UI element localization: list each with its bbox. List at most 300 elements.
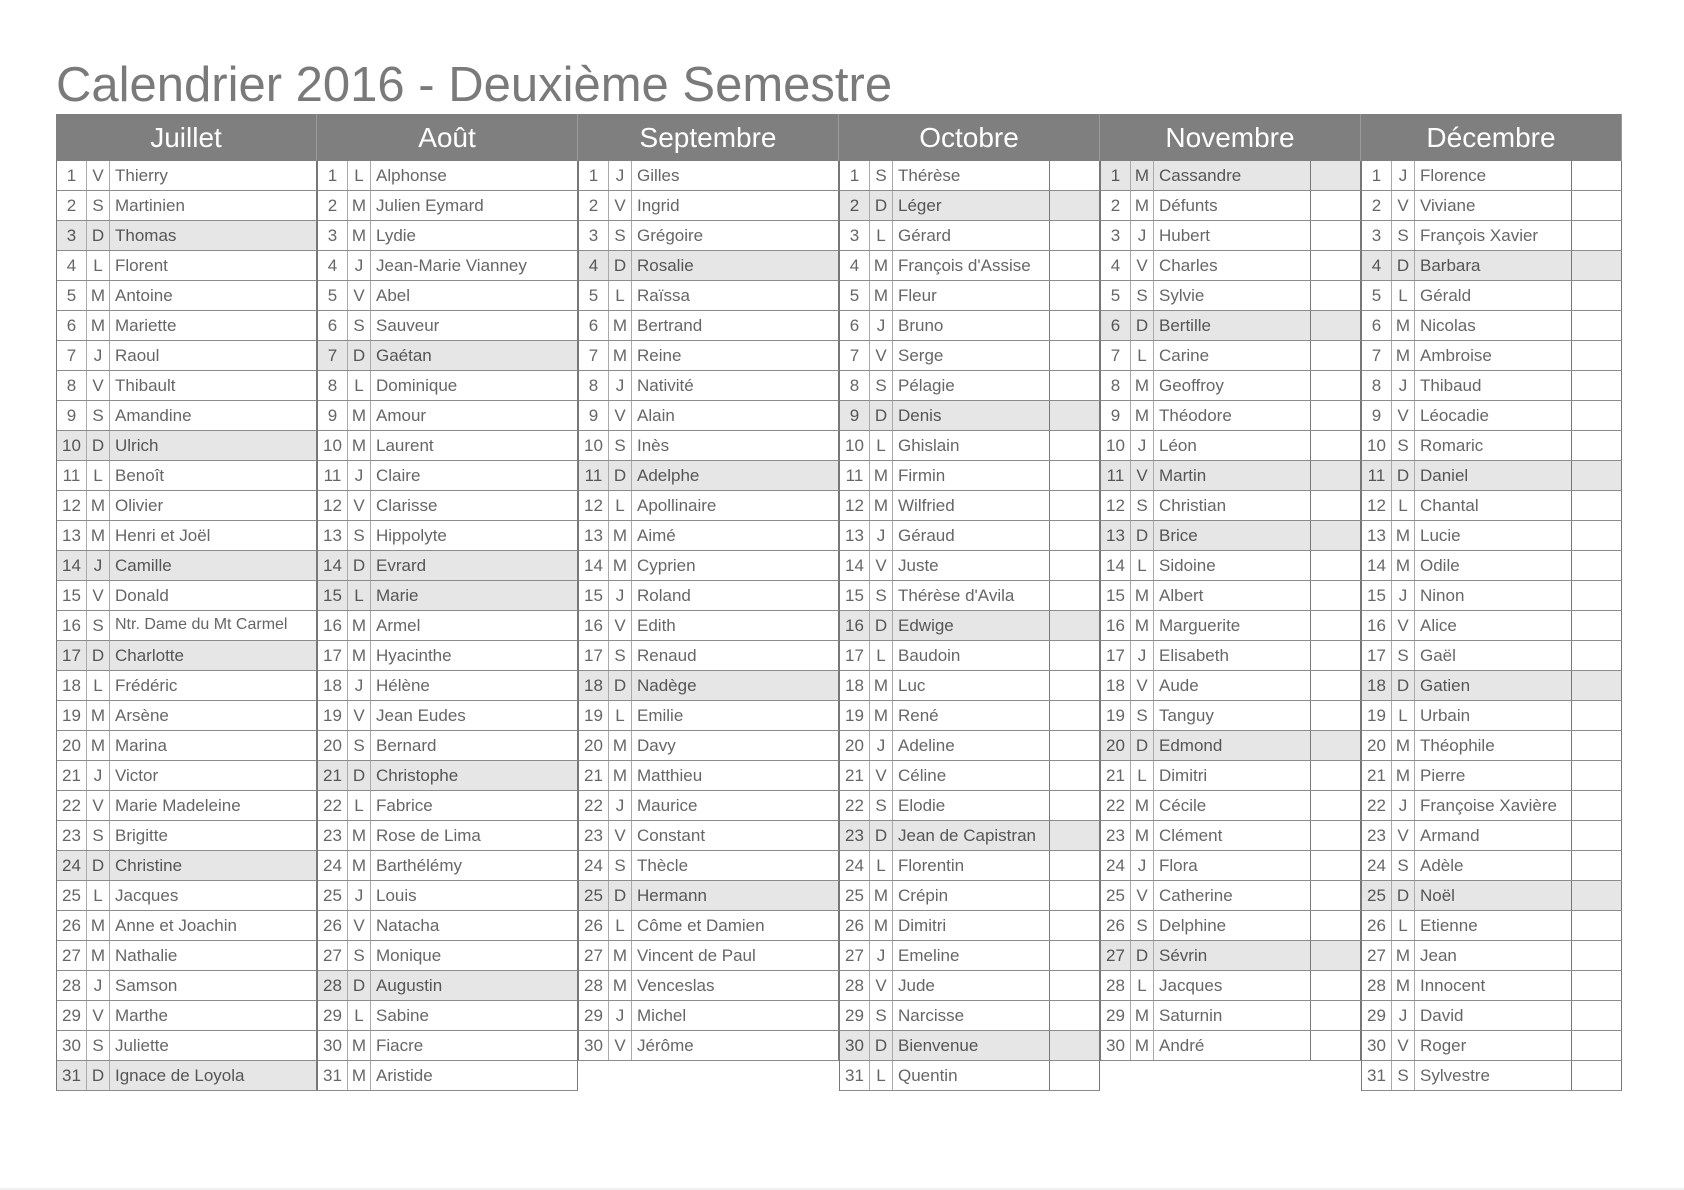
saint-name: Aude — [1154, 671, 1311, 700]
weekday-letter: V — [870, 341, 893, 370]
day-number: 21 — [840, 761, 870, 790]
saint-name: Nativité — [632, 371, 839, 400]
weekday-letter: M — [609, 731, 632, 760]
saint-name: Arsène — [110, 701, 317, 730]
saint-name: Urbain — [1415, 701, 1572, 730]
saint-name: Raïssa — [632, 281, 839, 310]
weekday-letter: L — [609, 701, 632, 730]
month-column — [1361, 114, 1622, 1091]
day-number: 22 — [318, 791, 348, 820]
day-number: 31 — [57, 1061, 87, 1090]
note-cell — [1572, 221, 1622, 250]
weekday-letter: J — [609, 371, 632, 400]
day-number: 6 — [318, 311, 348, 340]
day-number: 14 — [1101, 551, 1131, 580]
day-row — [1101, 461, 1361, 491]
day-row — [840, 581, 1100, 611]
saint-name: Vincent de Paul — [632, 941, 839, 970]
weekday-letter: D — [870, 611, 893, 640]
day-row — [1101, 221, 1361, 251]
saint-name: Bertille — [1154, 311, 1311, 340]
day-number: 13 — [318, 521, 348, 550]
day-number: 19 — [1101, 701, 1131, 730]
saint-name: Léocadie — [1415, 401, 1572, 430]
note-cell — [1311, 371, 1361, 400]
day-row — [1362, 191, 1622, 221]
saint-name: Geoffroy — [1154, 371, 1311, 400]
day-row — [318, 671, 578, 701]
day-number: 9 — [1362, 401, 1392, 430]
weekday-letter: S — [870, 581, 893, 610]
saint-name: Léger — [893, 191, 1050, 220]
saint-name: Jean — [1415, 941, 1572, 970]
weekday-letter: D — [348, 551, 371, 580]
note-cell — [1311, 191, 1361, 220]
day-row — [579, 371, 839, 401]
note-cell — [1311, 761, 1361, 790]
saint-name: Crépin — [893, 881, 1050, 910]
weekday-letter: V — [87, 161, 110, 190]
day-row — [1362, 551, 1622, 581]
weekday-letter: M — [87, 911, 110, 940]
weekday-letter: M — [87, 521, 110, 550]
saint-name: Alice — [1415, 611, 1572, 640]
weekday-letter: J — [87, 971, 110, 1000]
saint-name: Camille — [110, 551, 317, 580]
note-cell — [1572, 431, 1622, 460]
saint-name: Cassandre — [1154, 161, 1311, 190]
day-row — [840, 851, 1100, 881]
day-row — [1362, 821, 1622, 851]
saint-name: Maurice — [632, 791, 839, 820]
day-row — [57, 971, 317, 1001]
day-row — [579, 971, 839, 1001]
day-number: 11 — [840, 461, 870, 490]
day-row — [840, 161, 1100, 191]
weekday-letter: M — [870, 251, 893, 280]
note-cell — [1572, 161, 1622, 190]
day-number: 17 — [318, 641, 348, 670]
month-header: Septembre — [578, 114, 839, 161]
day-number: 12 — [1362, 491, 1392, 520]
day-number: 3 — [579, 221, 609, 250]
weekday-letter: L — [1131, 761, 1154, 790]
day-row — [579, 911, 839, 941]
day-row — [1101, 641, 1361, 671]
day-number: 7 — [1101, 341, 1131, 370]
day-number: 8 — [1362, 371, 1392, 400]
saint-name: Fabrice — [371, 791, 578, 820]
weekday-letter: D — [1131, 521, 1154, 550]
note-cell — [1311, 491, 1361, 520]
note-cell — [1572, 551, 1622, 580]
weekday-letter: M — [348, 221, 371, 250]
saint-name: Elisabeth — [1154, 641, 1311, 670]
saint-name: Samson — [110, 971, 317, 1000]
saint-name: Fleur — [893, 281, 1050, 310]
day-number: 19 — [840, 701, 870, 730]
day-number: 17 — [840, 641, 870, 670]
day-number: 17 — [1362, 641, 1392, 670]
day-number: 9 — [1101, 401, 1131, 430]
day-row — [840, 371, 1100, 401]
day-row — [579, 941, 839, 971]
saint-name: Gilles — [632, 161, 839, 190]
saint-name: Luc — [893, 671, 1050, 700]
day-number: 24 — [57, 851, 87, 880]
day-number: 24 — [840, 851, 870, 880]
day-row — [57, 281, 317, 311]
day-number: 4 — [1101, 251, 1131, 280]
saint-name: Thérèse d'Avila — [893, 581, 1050, 610]
day-row — [579, 161, 839, 191]
day-number: 16 — [579, 611, 609, 640]
day-number: 14 — [579, 551, 609, 580]
day-number: 22 — [1101, 791, 1131, 820]
saint-name: David — [1415, 1001, 1572, 1030]
day-number: 13 — [57, 521, 87, 550]
note-cell — [1572, 461, 1622, 490]
saint-name: André — [1154, 1031, 1311, 1060]
day-row — [1362, 671, 1622, 701]
saint-name: Marthe — [110, 1001, 317, 1030]
note-cell — [1572, 791, 1622, 820]
day-row — [57, 611, 317, 641]
month-column — [839, 114, 1100, 1091]
day-row — [1362, 431, 1622, 461]
saint-name: Hyacinthe — [371, 641, 578, 670]
day-number: 8 — [579, 371, 609, 400]
day-number: 30 — [840, 1031, 870, 1060]
day-row — [1362, 881, 1622, 911]
day-number: 28 — [57, 971, 87, 1000]
saint-name: Baudoin — [893, 641, 1050, 670]
day-row — [318, 881, 578, 911]
weekday-letter: L — [609, 491, 632, 520]
note-cell — [1311, 641, 1361, 670]
day-number: 27 — [1362, 941, 1392, 970]
saint-name: Anne et Joachin — [110, 911, 317, 940]
day-number: 18 — [318, 671, 348, 700]
weekday-letter: M — [1131, 611, 1154, 640]
day-row — [579, 641, 839, 671]
saint-name: Adèle — [1415, 851, 1572, 880]
day-number: 29 — [1101, 1001, 1131, 1030]
day-number: 15 — [579, 581, 609, 610]
weekday-letter: L — [870, 221, 893, 250]
month-column — [56, 114, 317, 1091]
day-row — [1362, 221, 1622, 251]
day-row — [57, 1031, 317, 1061]
day-number: 30 — [1101, 1031, 1131, 1060]
weekday-letter: D — [609, 671, 632, 700]
saint-name: Ninon — [1415, 581, 1572, 610]
weekday-letter: J — [609, 581, 632, 610]
saint-name: Sidoine — [1154, 551, 1311, 580]
day-row — [579, 791, 839, 821]
day-row — [840, 791, 1100, 821]
day-row — [1101, 401, 1361, 431]
saint-name: Christophe — [371, 761, 578, 790]
note-cell — [1572, 1061, 1622, 1090]
day-number: 22 — [1362, 791, 1392, 820]
note-cell — [1311, 611, 1361, 640]
saint-name: Sylvie — [1154, 281, 1311, 310]
day-row — [1362, 461, 1622, 491]
saint-name: François d'Assise — [893, 251, 1050, 280]
day-number: 19 — [579, 701, 609, 730]
day-number: 29 — [318, 1001, 348, 1030]
day-row — [1101, 1001, 1361, 1031]
weekday-letter: V — [1131, 251, 1154, 280]
saint-name: Constant — [632, 821, 839, 850]
day-number: 24 — [579, 851, 609, 880]
note-cell — [1572, 641, 1622, 670]
day-row — [1101, 881, 1361, 911]
day-row — [840, 731, 1100, 761]
saint-name: Dimitri — [893, 911, 1050, 940]
saint-name: Aristide — [371, 1061, 578, 1090]
weekday-letter: M — [348, 641, 371, 670]
day-row — [840, 701, 1100, 731]
day-row — [57, 701, 317, 731]
weekday-letter: D — [1392, 671, 1415, 700]
saint-name: Ghislain — [893, 431, 1050, 460]
saint-name: Davy — [632, 731, 839, 760]
day-row — [318, 221, 578, 251]
day-number: 13 — [1362, 521, 1392, 550]
day-number: 9 — [840, 401, 870, 430]
note-cell — [1572, 281, 1622, 310]
day-number: 8 — [1101, 371, 1131, 400]
day-row — [318, 731, 578, 761]
weekday-letter: V — [1392, 401, 1415, 430]
note-cell — [1311, 461, 1361, 490]
saint-name: Innocent — [1415, 971, 1572, 1000]
weekday-letter: S — [870, 161, 893, 190]
day-number: 12 — [1101, 491, 1131, 520]
note-cell — [1572, 371, 1622, 400]
note-cell — [1572, 941, 1622, 970]
day-row — [579, 1001, 839, 1031]
note-cell — [1572, 671, 1622, 700]
day-number: 24 — [1101, 851, 1131, 880]
saint-name: Christian — [1154, 491, 1311, 520]
weekday-letter: D — [87, 221, 110, 250]
day-row — [318, 611, 578, 641]
weekday-letter: J — [348, 881, 371, 910]
day-row — [1101, 431, 1361, 461]
saint-name: Ingrid — [632, 191, 839, 220]
weekday-letter: M — [87, 311, 110, 340]
day-row — [579, 551, 839, 581]
saint-name: Henri et Joël — [110, 521, 317, 550]
day-number: 20 — [1362, 731, 1392, 760]
saint-name: Marie Madeleine — [110, 791, 317, 820]
saint-name: Flora — [1154, 851, 1311, 880]
weekday-letter: M — [87, 491, 110, 520]
weekday-letter: V — [348, 491, 371, 520]
saint-name: Renaud — [632, 641, 839, 670]
note-cell — [1572, 731, 1622, 760]
day-number: 30 — [1362, 1031, 1392, 1060]
day-row — [57, 761, 317, 791]
saint-name: Donald — [110, 581, 317, 610]
note-cell — [1311, 341, 1361, 370]
calendar-grid — [56, 114, 1625, 1094]
day-number: 3 — [840, 221, 870, 250]
weekday-letter: M — [87, 701, 110, 730]
day-row — [1362, 851, 1622, 881]
saint-name: Claire — [371, 461, 578, 490]
note-cell — [1311, 281, 1361, 310]
weekday-letter: V — [1392, 1031, 1415, 1060]
weekday-letter: D — [870, 1031, 893, 1060]
day-row — [1101, 821, 1361, 851]
saint-name: Adeline — [893, 731, 1050, 760]
day-row — [57, 191, 317, 221]
saint-name: Rose de Lima — [371, 821, 578, 850]
weekday-letter: S — [87, 401, 110, 430]
day-number: 29 — [57, 1001, 87, 1030]
weekday-letter: J — [348, 461, 371, 490]
day-row — [318, 1001, 578, 1031]
day-number: 2 — [318, 191, 348, 220]
weekday-letter: M — [1392, 761, 1415, 790]
weekday-letter: J — [1131, 851, 1154, 880]
saint-name: Cyprien — [632, 551, 839, 580]
note-cell — [1050, 341, 1100, 370]
weekday-letter: S — [1131, 491, 1154, 520]
day-row — [579, 671, 839, 701]
note-cell — [1572, 701, 1622, 730]
day-row — [579, 881, 839, 911]
day-row — [1362, 941, 1622, 971]
weekday-letter: M — [870, 671, 893, 700]
weekday-letter: S — [87, 1031, 110, 1060]
note-cell — [1572, 881, 1622, 910]
weekday-letter: J — [1131, 221, 1154, 250]
day-number: 7 — [318, 341, 348, 370]
day-number: 17 — [1101, 641, 1131, 670]
weekday-letter: S — [870, 371, 893, 400]
saint-name: Théophile — [1415, 731, 1572, 760]
note-cell — [1572, 581, 1622, 610]
day-row — [57, 521, 317, 551]
weekday-letter: M — [348, 821, 371, 850]
note-cell — [1050, 461, 1100, 490]
saint-name: Noël — [1415, 881, 1572, 910]
day-row — [57, 491, 317, 521]
note-cell — [1311, 521, 1361, 550]
weekday-letter: V — [1131, 671, 1154, 700]
saint-name: Céline — [893, 761, 1050, 790]
saint-name: Gatien — [1415, 671, 1572, 700]
day-row — [1101, 581, 1361, 611]
saint-name: Romaric — [1415, 431, 1572, 460]
day-number: 16 — [57, 611, 87, 640]
day-row — [1362, 761, 1622, 791]
weekday-letter: M — [1131, 821, 1154, 850]
day-row — [1362, 161, 1622, 191]
saint-name: Monique — [371, 941, 578, 970]
weekday-letter: J — [609, 161, 632, 190]
saint-name: Jean-Marie Vianney — [371, 251, 578, 280]
saint-name: Hélène — [371, 671, 578, 700]
saint-name: Nicolas — [1415, 311, 1572, 340]
day-number: 10 — [579, 431, 609, 460]
saint-name: Pierre — [1415, 761, 1572, 790]
weekday-letter: M — [609, 551, 632, 580]
day-number: 12 — [318, 491, 348, 520]
day-number: 14 — [318, 551, 348, 580]
day-number: 6 — [840, 311, 870, 340]
saint-name: Juste — [893, 551, 1050, 580]
day-row — [57, 431, 317, 461]
day-row — [1362, 491, 1622, 521]
day-row — [1101, 551, 1361, 581]
day-number: 19 — [318, 701, 348, 730]
weekday-letter: D — [348, 761, 371, 790]
day-row — [579, 821, 839, 851]
day-row — [840, 611, 1100, 641]
saint-name: Quentin — [893, 1061, 1050, 1090]
note-cell — [1311, 851, 1361, 880]
saint-name: Cécile — [1154, 791, 1311, 820]
weekday-letter: S — [609, 641, 632, 670]
note-cell — [1050, 1001, 1100, 1030]
day-number: 4 — [579, 251, 609, 280]
day-row — [318, 821, 578, 851]
weekday-letter: M — [348, 191, 371, 220]
day-number: 28 — [318, 971, 348, 1000]
weekday-letter: L — [348, 1001, 371, 1030]
saint-name: Reine — [632, 341, 839, 370]
weekday-letter: M — [870, 491, 893, 520]
saint-name: Adelphe — [632, 461, 839, 490]
day-row — [1101, 971, 1361, 1001]
saint-name: Jude — [893, 971, 1050, 1000]
day-number: 10 — [318, 431, 348, 460]
day-row — [579, 251, 839, 281]
day-row — [579, 731, 839, 761]
weekday-letter: S — [609, 431, 632, 460]
note-cell — [1311, 401, 1361, 430]
saint-name: Lydie — [371, 221, 578, 250]
day-row — [579, 1031, 839, 1061]
note-cell — [1572, 1031, 1622, 1060]
day-row — [1362, 911, 1622, 941]
saint-name: Venceslas — [632, 971, 839, 1000]
note-cell — [1572, 341, 1622, 370]
day-number: 12 — [57, 491, 87, 520]
day-number: 11 — [1101, 461, 1131, 490]
day-number: 25 — [1101, 881, 1131, 910]
day-row — [579, 281, 839, 311]
day-row — [318, 281, 578, 311]
note-cell — [1311, 941, 1361, 970]
weekday-letter: J — [870, 521, 893, 550]
day-row — [1101, 191, 1361, 221]
day-row — [318, 791, 578, 821]
weekday-letter: S — [1131, 281, 1154, 310]
day-row — [1101, 1031, 1361, 1061]
day-row — [579, 341, 839, 371]
day-row — [57, 341, 317, 371]
day-number: 18 — [840, 671, 870, 700]
day-row — [1362, 611, 1622, 641]
day-number: 6 — [1101, 311, 1131, 340]
